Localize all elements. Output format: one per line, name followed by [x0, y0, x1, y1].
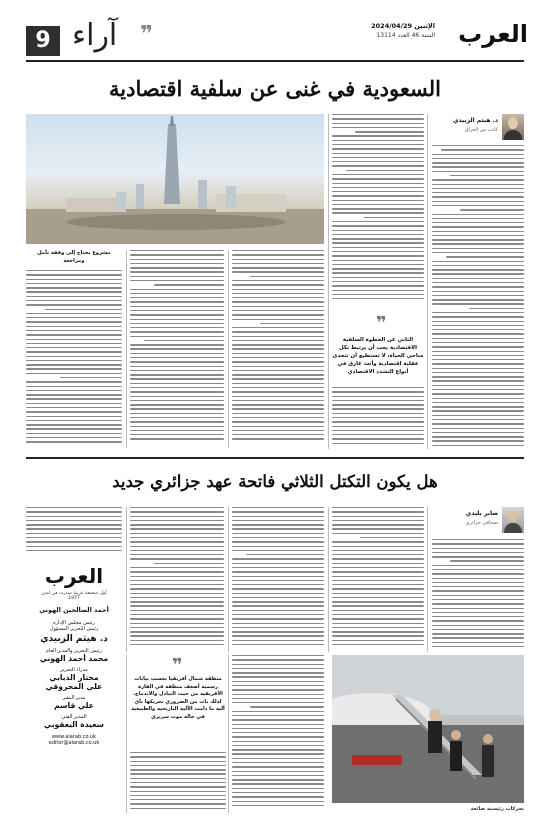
issue-date: الإثنين 2024/04/29 — [371, 22, 435, 30]
article2-photo-caption: تحركات رئيسية ضائعة — [470, 806, 524, 812]
airplane-stairs-illustration — [332, 655, 524, 803]
staff-box — [26, 563, 122, 813]
article1-photo — [26, 114, 324, 244]
staff-editors-label: مدراء التحرير — [60, 667, 88, 673]
column-divider — [126, 250, 127, 448]
article1-pullquote-2: الثاني عن الخطوة السلفية الاقتصادية يجب أن يرتبط بكل مناحي الحياة، لا تستطيع أن تتحدى عقلية اقتصادية وأنت غارق في أنواع التشدد الاقتصادي — [332, 337, 424, 375]
staff-design-name: سعيدة اليعقوبي — [44, 720, 104, 729]
staff-publishing-label: مدير النشر — [62, 695, 86, 701]
article1-column-5 — [26, 270, 122, 448]
staff-email[interactable]: editor@alarab.co.uk — [48, 740, 100, 746]
column-divider — [126, 655, 127, 813]
section-title: آراء — [72, 18, 118, 53]
staff-founder: أحمد الصالحين الهوني — [39, 606, 109, 614]
article1-headline: السعودية في غنى عن سلفية اقتصادية — [109, 76, 441, 101]
article2-column-4 — [130, 507, 224, 652]
issue-number: السنة 46 العدد 13114 — [376, 32, 435, 39]
masthead — [0, 0, 550, 62]
staff-board-label: رئيس مجلس الإدارة — [53, 620, 95, 626]
staff-tagline-year: 1977 — [68, 596, 80, 601]
author2-photo — [502, 507, 524, 533]
article1-column-2-lower — [332, 387, 424, 447]
quote-icon: ❞ — [140, 22, 153, 47]
article1-pullquote-1: مشروع يحتاج إلى وقفة تأمل ومراجعة — [37, 250, 111, 264]
article2-column-1 — [432, 539, 524, 651]
staff-editor-1: مختار الدبابي — [49, 673, 99, 682]
article2-pullquote: منطقة شمال أفريقيا بحسب بيانات رسمية أضعف منطقة في القارة الأفريقية من حيث التبادل والاندماج. لذلك بات من الضروري تحريكها بأي آلية ما دامت الآلية التاريخية والطبيعية في حالة موت سريري — [131, 676, 225, 720]
article1-column-2 — [332, 114, 424, 304]
article2-column-2 — [332, 507, 424, 652]
column-divider — [328, 114, 329, 449]
staff-logo: العرب — [44, 564, 104, 588]
article2-column-5 — [26, 507, 122, 557]
staff-deputy-name: محمد أحمد الهوني — [39, 654, 109, 663]
staff-publishing-name: علي قاسم — [54, 701, 94, 710]
column-divider — [228, 250, 229, 448]
author2-head-icon — [508, 510, 518, 522]
author1-role: كاتب من العراق — [464, 127, 498, 133]
column-divider — [228, 507, 229, 652]
staff-deputy-label: رئيس التحرير والمدير العام — [46, 648, 102, 654]
article1-column-1 — [432, 145, 524, 447]
page-number: 9 — [26, 26, 60, 56]
author2-role: صحافي جزائري — [465, 520, 498, 526]
author-shoulders-icon — [504, 130, 522, 140]
author2-name: صابر بليدي — [465, 510, 498, 517]
staff-editor-in-chief: د. هيثم الزبيدي — [40, 634, 108, 644]
article2-column-3 — [232, 507, 324, 652]
city-skyline-illustration — [26, 114, 324, 244]
column-divider — [427, 507, 428, 652]
article1-column-3 — [232, 250, 324, 448]
column-divider — [427, 114, 428, 449]
staff-design-label: المدير الفني — [61, 714, 87, 720]
column-divider — [328, 507, 329, 652]
staff-editor-2: علي المحروقي — [45, 682, 103, 691]
column-divider — [228, 655, 229, 813]
masthead-rule — [26, 60, 524, 62]
article2-column-6 — [130, 752, 226, 812]
article2-photo — [332, 655, 524, 803]
author-photo — [502, 114, 524, 140]
pullquote-icon: ❞ — [376, 313, 387, 334]
author-head-icon — [508, 117, 518, 129]
staff-website[interactable]: www.alarab.co.uk — [51, 734, 97, 740]
pullquote-icon: ❞ — [172, 655, 183, 676]
article1-column-4 — [130, 250, 224, 448]
section-separator — [26, 457, 524, 459]
author1-name: د. هيثم الزبيدي — [452, 117, 498, 124]
article2-column-7 — [232, 655, 324, 813]
column-divider — [126, 507, 127, 652]
article2-headline: هل يكون التكتل الثلاثي فاتحة عهد جزائري جديد — [112, 472, 438, 491]
staff-board-sub: رئيس التحرير المسؤول — [49, 626, 99, 632]
author2-shoulders-icon — [504, 523, 522, 533]
newspaper-logo: العرب — [458, 20, 528, 48]
staff-tagline: أول صحيفة عربية صدرت في لندن — [41, 591, 107, 596]
